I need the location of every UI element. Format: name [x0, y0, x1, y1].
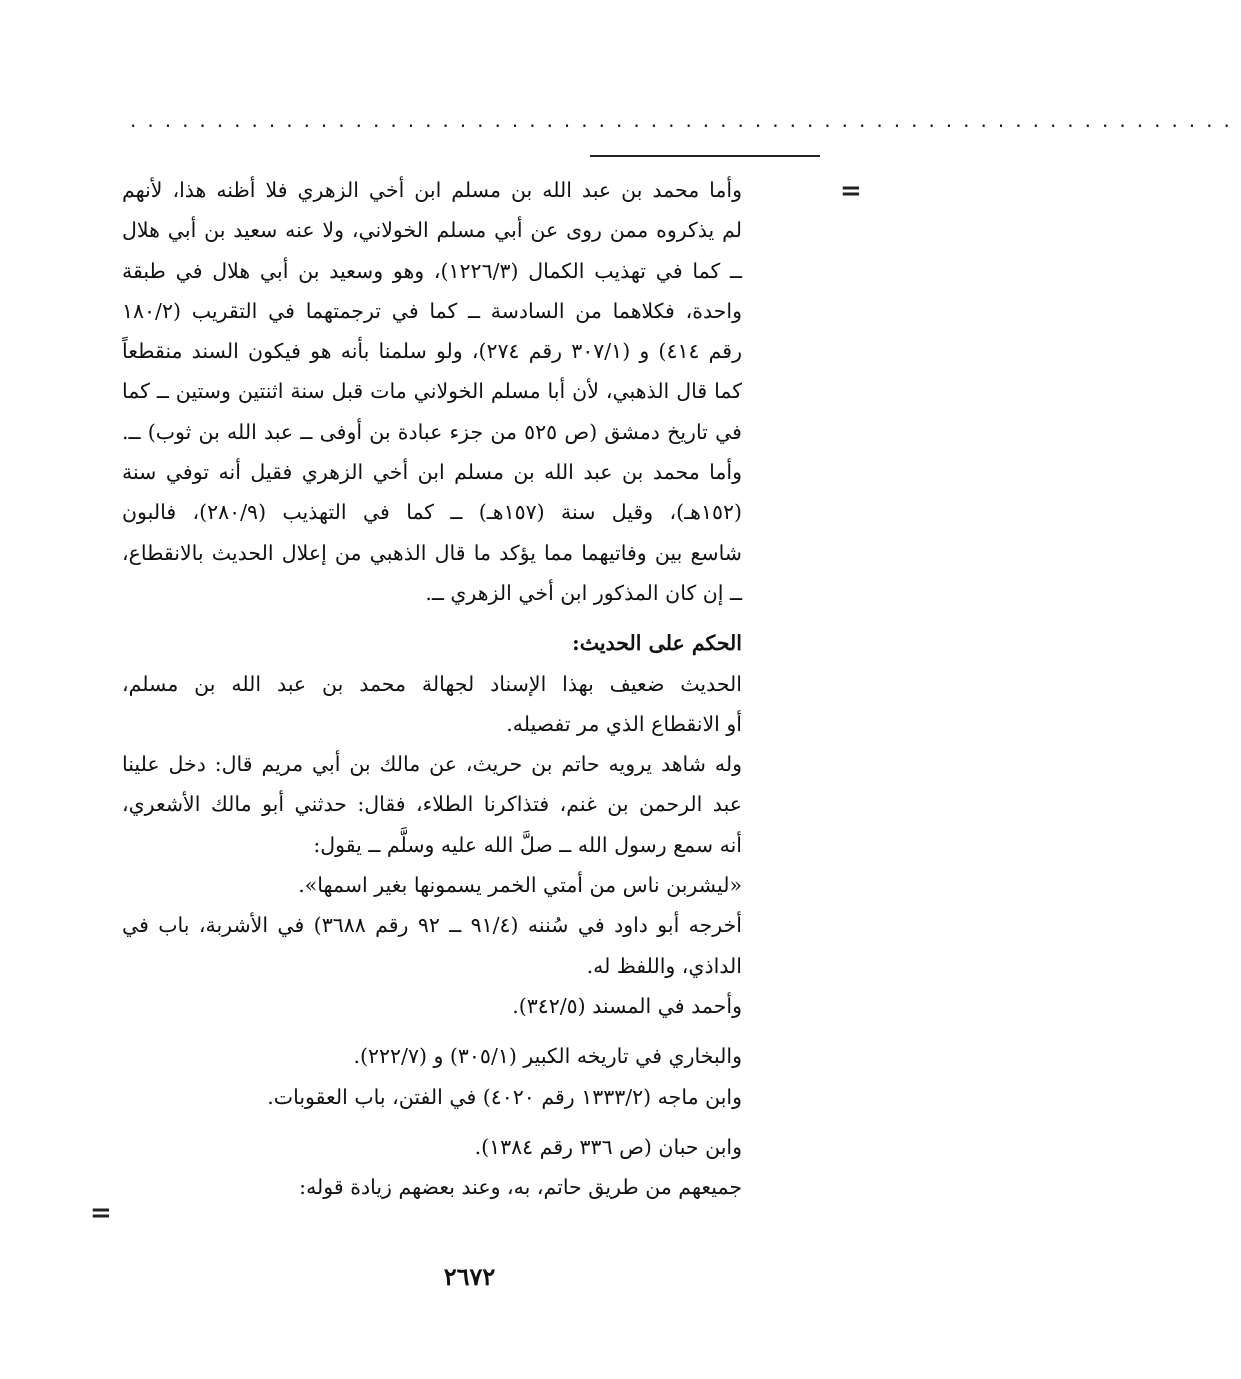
takhrij-line: جميعهم من طريق حاتم، به، وعند بعضهم زيادة قوله: — [299, 1175, 742, 1200]
footnote-line: ــ كما في تهذيب الكمال (١٢٢٦/٣)، وهو وسعيد بن أبي هلال في طبقة — [122, 258, 742, 283]
footnote-line: رقم ٤١٤) و (٣٠٧/١ رقم ٢٧٤)، ولو سلمنا بأنه هو فيكون السند منقطعاً — [122, 339, 742, 364]
takhrij-line: والبخاري في تاريخه الكبير (٣٠٥/١) و (٢٢٢/٧). — [353, 1044, 742, 1069]
takhrij-line: وأحمد في المسند (٣٤٢/٥). — [512, 993, 742, 1018]
ruling-line: أو الانقطاع الذي مر تفصيله. — [506, 711, 742, 736]
takhrij-line: أخرجه أبو داود في سُننه (٩١/٤ ــ ٩٢ رقم ٣٦٨٨) في الأشربة، باب في — [122, 913, 742, 938]
footnote-line: وأما محمد بن عبد الله بن مسلم ابن أخي الزهري فلا أظنه هذا، لأنهم — [122, 178, 742, 202]
page-body — [122, 170, 742, 1207]
footnote-line: (١٥٢هـ)، وقيل سنة (١٥٧هـ) ــ كما في التهذيب (٢٨٠/٩)، فالبون — [122, 500, 742, 525]
ruling-line: الحديث ضعيف بهذا الإسناد لجهالة محمد بن عبد الله بن مسلم، — [122, 671, 742, 696]
footnote-line: وأما محمد بن عبد الله بن مسلم ابن أخي الزهري فقيل أنه توفي سنة — [122, 460, 742, 485]
hadith-text: «ليشربن ناس من أمتي الخمر يسمونها بغير اسمها». — [298, 873, 742, 898]
witness-line: عبد الرحمن بن غنم، فتذاكرنا الطلاء، فقال: حدثني أبو مالك الأشعري، — [122, 792, 742, 817]
continuation-mark-bottom: = — [90, 1198, 112, 1228]
footnote-line: شاسع بين وفاتيهما مما يؤكد ما قال الذهبي من إعلال الحديث بالانقطاع، — [122, 540, 742, 565]
spacer — [122, 613, 742, 623]
footnote-line: ــ إن كان المذكور ابن أخي الزهري ــ. — [425, 580, 742, 605]
section-heading: الحكم على الحديث: — [572, 631, 742, 656]
footnote-line: في تاريخ دمشق (ص ٥٢٥ من جزء عبادة بن أوفى ــ عبد الله بن ثوب) ــ. — [122, 419, 742, 444]
takhrij-line: وابن ماجه (١٣٣٣/٢ رقم ٤٠٢٠) في الفتن، باب العقوبات. — [267, 1084, 742, 1109]
takhrij-line: وابن حبان (ص ٣٣٦ رقم ١٣٨٤). — [474, 1134, 742, 1159]
footnote-line: كما قال الذهبي، لأن أبا مسلم الخولاني مات قبل سنة اثنتين وستين ــ كما — [122, 379, 742, 404]
dotted-separator: ................................................................ — [130, 108, 1241, 132]
page-number: ٢٦٧٢ — [443, 1262, 496, 1291]
spacer — [122, 1117, 742, 1127]
footnote-line: واحدة، فكلاهما من السادسة ــ كما في ترجمتهما في التقريب (١٨٠/٢ — [122, 298, 742, 323]
takhrij-line: الداذي، واللفظ له. — [586, 953, 742, 978]
witness-line: وله شاهد يرويه حاتم بن حريث، عن مالك بن أبي مريم قال: دخل علينا — [122, 752, 742, 777]
footnote-line: لم يذكروه ممن روى عن أبي مسلم الخولاني، ولا عنه سعيد بن أبي هلال — [122, 218, 742, 243]
footnote-rule — [590, 155, 820, 157]
spacer — [122, 1026, 742, 1036]
continuation-mark-top: = — [840, 176, 862, 206]
witness-line: أنه سمع رسول الله ــ صلَّ الله عليه وسلَّم ــ يقول: — [313, 832, 742, 857]
